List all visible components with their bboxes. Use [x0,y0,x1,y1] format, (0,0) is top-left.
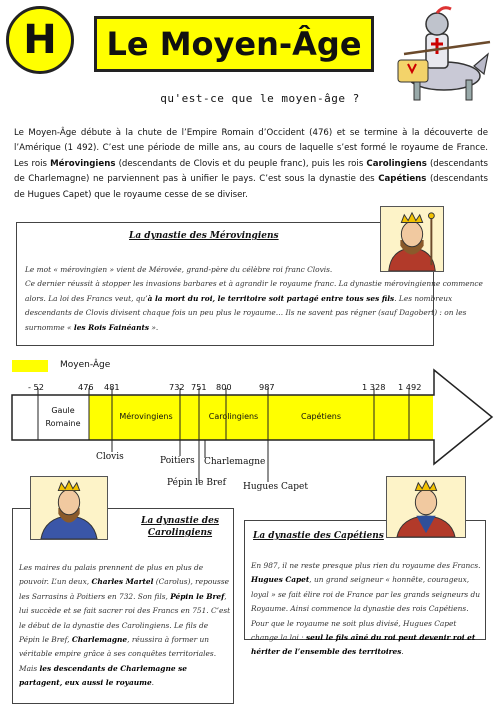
tick-label: 1 328 [362,382,386,392]
caro-t1d: Pépin le Bref [170,591,225,601]
capetians-title: La dynastie des Capétiens [253,531,384,541]
tick-label: - 52 [28,382,44,392]
tick-label: 987 [259,382,275,392]
segment-label: Mérovingiens [119,412,173,421]
caro-t1h: les descendants de Charlemagne se partagent, eux aussi le royaume [19,663,187,688]
tick-label: 1 492 [398,382,422,392]
mero-text-1: Le mot « mérovingien » vient de Mérovée, grand-père du célèbre roi franc Clovis. [25,265,333,274]
intro-cape: Capétiens [378,174,427,185]
annotation-label: Poitiers [160,456,195,466]
caro-t1e: , lui succède et se fait sacrer roi des Francs en 751. C’est le début de la dynastie des Carolingiens. Le fils de Pépin le Bref, [19,591,231,645]
segment-label: Gaule Romaine [45,406,81,428]
caro-t1b: Charles Martel [91,577,154,587]
merovingian-king-portrait [380,206,444,272]
carolingians-title [135,515,225,539]
cape-t1b: Hugues Capet [251,575,310,585]
subtitle-question: qu'est-ce que le moyen-âge ? [160,92,360,105]
caro-t1f: Charlemagne [71,635,128,645]
intro-mero: Mérovingiens [50,158,116,169]
caro-t1g: , réussira à former un véritable empire grâce à ses conquêtes territoriales. Mais [19,635,217,673]
caro-title-1: La dynastie des [141,516,219,526]
mero-text-2: Ce dernier réussit à stopper les invasions barbares et à agrandir le royaume franc. La dynastie mérovingienne commence alors. La loi des Francs veut, qu’ [25,279,483,303]
annotation-label: Hugues Capet [243,482,308,492]
chapter-badge [6,6,74,74]
intro-part-1: Le Moyen-Âge débute à la chute de l’Empire Romain d’Occident (476) et se termine à la découverte de l’Amérique (1 492). C’est une période de mille ans, au cours de laquelle s’est formé le royaume de France. Les rois [14,128,488,169]
intro-paragraph [14,126,488,203]
intro-caro: Carolingiens [366,158,427,169]
tick-label: 751 [191,382,207,392]
intro-part-4: (descendants de Hugues Capet) que le royaume cesse de se diviser. [14,174,488,200]
cape-t1c: , un grand seigneur « honnête, courageux, loyal » se fait élire roi de France par les grands seigneurs du Royaume. Ainsi commence la dynastie des rois Capétiens. [251,575,481,614]
page-title-text: Le Moyen-Âge [106,25,362,63]
carolingian-king-portrait [30,476,108,540]
mero-text-2-bold: à la mort du roi, le territoire soit partagé entre tous ses fils [147,293,395,303]
cape-t1: En 987, il ne reste presque plus rien du royaume des Francs. [251,561,481,570]
caro-t1c: (Carolus), repousse les Sarrasins à Poitiers en 732. Son fils, [19,577,229,601]
cape-t2c: . [401,647,404,657]
annotation-label: Pépin le Bref [167,478,226,488]
chapter-letter: H [23,17,57,63]
merovingians-title: La dynastie des Mérovingiens [129,231,279,241]
mero-text-3-end: ». [149,322,159,332]
cape-t2b: seul le fils aîné du roi peut devenir roi et hériter de l’ensemble des territoires [251,633,476,657]
page-title [94,16,374,72]
annotation-label: Clovis [96,452,124,462]
cape-t2: Pour que le royaume ne soit plus divisé, Hugues Capet change la loi : [251,618,457,643]
merovingians-box [16,222,483,346]
annotation-label: Charlemagne [204,457,266,467]
capetian-king-portrait [386,476,466,538]
carolingians-text [19,561,231,691]
intro-part-3: (descendants de Charlemagne) ne parviennent pas à unifier le pays. C’est sous la dynastie des [14,158,488,185]
intro-part-2: (descendants de Clovis et du peuple franc), puis les rois [115,158,367,169]
segment-label: Capétiens [300,412,341,421]
tick-label: 732 [169,382,185,392]
mero-text-3: . Les nombreux descendants de Clovis divisent chaque fois un peu plus le royaume… Ils ne savent pas régner (sauf Dagobert) : on les surnomme « [25,293,467,332]
caro-t1i: . [151,678,155,688]
caro-title-2: Carolingiens [147,528,213,538]
tick-label: 481 [104,382,120,392]
capetians-text [251,559,483,660]
tick-label: 476 [78,382,94,392]
merovingians-text [25,263,489,335]
caro-t1: Les maires du palais prennent de plus en plus de pouvoir. L’un deux, [19,563,204,587]
legend-label: Moyen-Âge [60,360,111,370]
capetians-box [244,520,486,657]
mero-text-3-bold: les Rois Fainéants [73,322,150,332]
segment-label: Carolingiens [208,412,259,421]
knight-on-horse-illustration [384,4,492,104]
tick-label: 800 [216,382,232,392]
